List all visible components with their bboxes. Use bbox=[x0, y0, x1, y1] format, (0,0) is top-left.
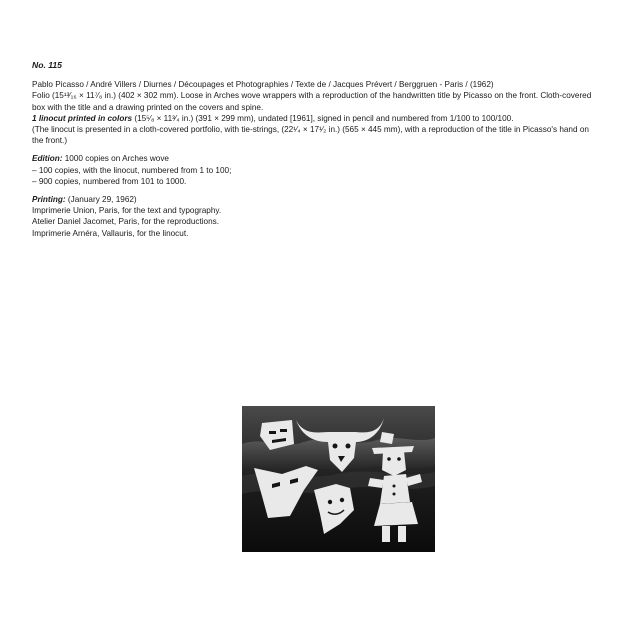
edition-item: – 900 copies, numbered from 101 to 1000. bbox=[32, 176, 187, 186]
printing-paragraph bbox=[32, 194, 602, 205]
edition-item: – 100 copies, with the linocut, numbered from 1 to 100; bbox=[32, 165, 232, 175]
linocut-description: (15⁵⁄₈ × 11³⁄₄ in.) (391 × 299 mm), undated [1961], signed in pencil and numbered from 1/100 to 100/100. bbox=[132, 113, 514, 123]
cutout-photograph bbox=[242, 406, 435, 552]
printing-line: Imprimerie Union, Paris, for the text and typography. bbox=[32, 206, 222, 216]
folio-description: Folio (15¹³⁄₁₆ × 11⁷⁄₈ in.) (402 × 302 mm). Loose in Arches wove wrappers with a reproduction of the handwritten title by Picasso on the front. Cloth-covered box with the title and a drawing printed on the covers and spine. bbox=[32, 91, 592, 112]
portfolio-note: (The linocut is presented in a cloth-covered portfolio, with tie-strings, (22¹⁄₄ × 17¹⁄₂ in.) (565 × 445 mm), with a reproduction of the title in Picasso's hand on the front.) bbox=[32, 125, 589, 146]
edition-paragraph bbox=[32, 153, 602, 164]
linocut-label: 1 linocut printed in colors bbox=[32, 113, 133, 123]
printing-label: Printing: bbox=[32, 195, 66, 205]
edition-text: 1000 copies on Arches wove bbox=[62, 154, 169, 164]
printing-line: Atelier Daniel Jacomet, Paris, for the reproductions. bbox=[32, 217, 220, 227]
catalogue-entry bbox=[32, 60, 602, 239]
edition-label: Edition: bbox=[32, 154, 63, 164]
linocut-paragraph bbox=[32, 113, 602, 124]
printing-line: Imprimerie Arnéra, Vallauris, for the linocut. bbox=[32, 228, 189, 238]
printing-date: (January 29, 1962) bbox=[65, 195, 137, 205]
lot-number: No. 115 bbox=[32, 60, 62, 70]
credit-line: Pablo Picasso / André Villers / Diurnes / Découpages et Photographies / Texte de / Jacques Prévert / Berggruen - Paris / (1962) bbox=[32, 80, 494, 90]
